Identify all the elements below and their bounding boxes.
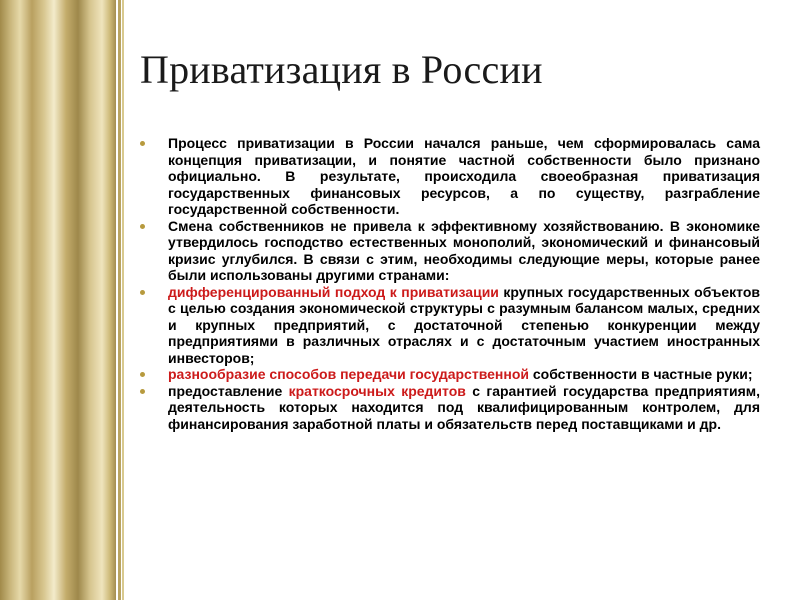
bullet-text: с гарантией государства предприятиям, деятельность которых находится под квалифицированным контролем, для финансирования заработной платы и обязательств перед поставщиками и др. <box>168 382 760 432</box>
bullet-text: предоставление <box>168 382 289 399</box>
bullet-text: собственности в частные руки; <box>528 366 753 382</box>
bullet-dot-icon <box>140 389 145 394</box>
bullet-dot-icon <box>140 290 145 295</box>
bullet-item <box>140 366 760 383</box>
bullet-dot-icon <box>140 141 145 146</box>
bullet-text: крупных государственных объектов с целью создания экономической структуры с разумным балансом малых, средних и крупных предприятий, с достаточной степенью конкуренции между предприятиями в различных отраслях и с достаточным участием иностранных инвесторов; <box>168 283 760 366</box>
bullet-item <box>140 284 760 367</box>
bullet-text: Процесс приватизации в России начался раньше, чем сформировалась сама концепция приватизации, и понятие частной собственности было признано официально. В результате, происходила своеобразная приватизация государственных финансовых ресурсов, а по существу, разграбление государственной собственности. <box>168 135 760 217</box>
bullet-item <box>140 135 760 218</box>
bullet-highlight-text: дифференцированный подход к приватизации <box>168 283 499 300</box>
bullet-item <box>140 383 760 433</box>
bullet-list <box>140 135 760 432</box>
bullet-dot-icon <box>140 224 145 229</box>
bullet-item <box>140 218 760 284</box>
bullet-highlight-text: краткосрочных кредитов <box>288 382 466 399</box>
slide-title: Приватизация в России <box>140 47 543 92</box>
decorative-stripe <box>118 0 121 600</box>
bullet-highlight-text: разнообразие способов передачи государственной <box>168 366 529 382</box>
bullet-dot-icon <box>140 372 145 377</box>
bullet-text: Смена собственников не привела к эффективному хозяйствованию. В экономике утвердилось господство естественных монополий, экономический и финансовый кризис углубился. В связи с этим, необходимы следующие меры, которые ранее были использованы другими странами: <box>168 217 760 283</box>
decorative-side-band <box>0 0 116 600</box>
